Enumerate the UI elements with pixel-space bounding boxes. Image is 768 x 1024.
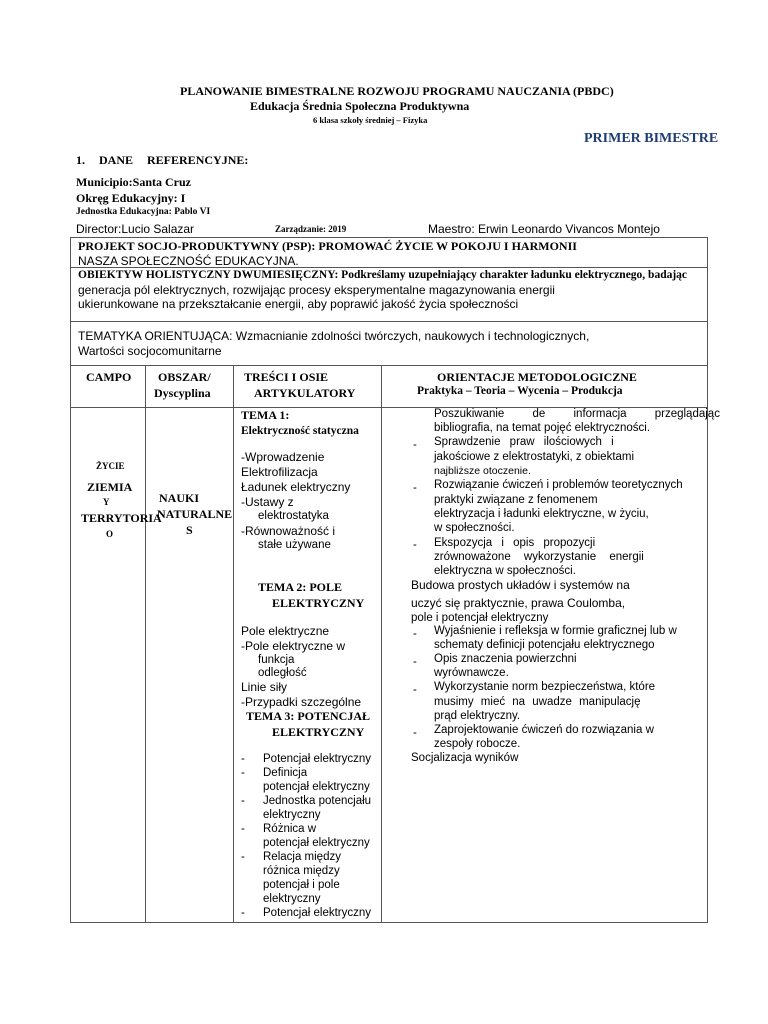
orient-item: elektryzacja i ładunki elektryczne, w życiu, bbox=[434, 508, 649, 520]
municipio-line: Municipio:Santa Cruz bbox=[76, 175, 192, 189]
bullet-dash: - bbox=[413, 684, 417, 696]
tema3-item: potencjał i pole bbox=[263, 879, 340, 891]
tema3-title-2: ELEKTRYCZNY bbox=[272, 725, 365, 739]
tema2-item: -Przypadki szczególne bbox=[241, 695, 362, 709]
psp-title: PROJEKT SOCJO-PRODUKTYWNY (PSP): PROMOWAĆ ŻYCIE W POKOJU I HARMONII bbox=[78, 239, 577, 253]
orient-item: Budowa prostych układów i systemów na bbox=[411, 578, 630, 592]
document-title: PLANOWANIE BIMESTRALNE ROZWOJU PROGRAMU NAUCZANIA (PBDC) bbox=[180, 84, 614, 98]
tema2-item: funkcja bbox=[258, 654, 295, 666]
tema1-item: -Wprowadzenie bbox=[241, 450, 325, 464]
obszar-label-2: Dyscyplina bbox=[154, 386, 211, 400]
bullet-dash: - bbox=[413, 628, 417, 640]
section-word-2: REFERENCYJNE: bbox=[147, 153, 249, 167]
campo-cell bbox=[71, 408, 162, 923]
director-line: Director:Lucio Salazar bbox=[76, 222, 195, 236]
obszar-cell bbox=[146, 408, 234, 923]
orient-item: uczyć się praktycznie, prawa Coulomba, bbox=[411, 596, 626, 610]
orient-label-1: ORIENTACJE METODOLOGICZNE bbox=[437, 370, 637, 384]
tematyka-cell bbox=[71, 322, 708, 366]
tema1-item: Elektrofilizacja bbox=[241, 465, 318, 479]
orient-item: Zaprojektowanie ćwiczeń do rozwiązania w bbox=[434, 724, 654, 736]
orient-cell bbox=[382, 408, 720, 923]
obszar-naturalne: NATURALNE bbox=[157, 507, 233, 521]
tema3-item: Jednostka potencjału bbox=[263, 795, 372, 807]
orient-item: Poszukiwanie de informacja przeglądając bbox=[434, 408, 720, 420]
tematyka-line-1: TEMATYKA ORIENTUJĄCA: Wzmacnianie zdolności twórczych, naukowych i technologicznych, bbox=[78, 329, 590, 343]
orient-label-2: Praktyka – Teoria – Wycenia – Produkcja bbox=[417, 385, 623, 397]
section-heading bbox=[76, 153, 262, 168]
bullet-dash: - bbox=[241, 795, 245, 807]
bullet-dash: - bbox=[413, 727, 417, 739]
orient-item: zrównoważone wykorzystanie energii bbox=[434, 551, 644, 563]
tema2-item: Linie siły bbox=[241, 680, 288, 694]
tema3-item: elektryczny bbox=[263, 893, 321, 905]
tema2-item: odległość bbox=[258, 667, 307, 679]
obszar-nauki: NAUKI bbox=[159, 491, 200, 505]
orient-item: Ekspozycja i opis propozycji bbox=[434, 537, 596, 549]
orient-item: w społeczności. bbox=[434, 522, 515, 534]
orient-item: praktyki związane z fenomenem bbox=[434, 494, 598, 506]
tema3-item: elektryczny bbox=[263, 809, 321, 821]
tema1-item: Ładunek elektryczny bbox=[241, 480, 351, 494]
bullet-dash: - bbox=[241, 753, 245, 765]
campo-label: CAMPO bbox=[86, 370, 132, 384]
orient-item: Rozwiązanie ćwiczeń i problemów teoretycznych bbox=[434, 479, 683, 491]
orient-item: prąd elektryczny. bbox=[434, 710, 521, 722]
jednostka-line: Jednostka Edukacyjna: Pablo VI bbox=[76, 207, 211, 217]
okreg-line: Okręg Edukacyjny: I bbox=[76, 191, 186, 205]
header-obszar bbox=[146, 366, 234, 408]
planning-table bbox=[70, 237, 720, 923]
bullet-dash: - bbox=[241, 851, 245, 863]
campo-y: Y bbox=[103, 497, 110, 507]
tema2-title-1: TEMA 2: POLE bbox=[258, 580, 343, 594]
orient-item: Wykorzystanie norm bezpieczeństwa, które bbox=[434, 681, 656, 693]
tema3-item: Różnica w bbox=[263, 823, 317, 835]
orient-item: wyrównawcze. bbox=[434, 667, 509, 679]
tema2-item: -Pole elektryczne w bbox=[241, 639, 346, 653]
section-word-1: DANE bbox=[99, 153, 134, 167]
tema3-item: Potencjał elektryczny bbox=[263, 907, 372, 919]
tematyka-line-2: Wartości socjocomunitarne bbox=[78, 344, 222, 358]
maestro-line: Maestro: Erwin Leonardo Vivancos Montejo bbox=[428, 222, 660, 236]
tema3-title-1: TEMA 3: POTENCJAŁ bbox=[246, 709, 371, 723]
bullet-dash: - bbox=[241, 767, 245, 779]
tema1-subtitle: Elektryczność statyczna bbox=[241, 425, 359, 437]
orient-item: bibliografia, na temat pojęć elektryczności. bbox=[434, 422, 651, 434]
bullet-dash: - bbox=[413, 656, 417, 668]
campo-o: O bbox=[106, 529, 114, 539]
zarzadzanie-line: Zarządzanie: 2019 bbox=[275, 224, 347, 234]
campo-terrytoria: TERRYTORIA bbox=[81, 511, 162, 525]
campo-ziemia: ZIEMIA bbox=[87, 480, 133, 494]
header-tresci bbox=[234, 366, 382, 408]
psp-cell bbox=[71, 238, 708, 268]
objective-cell bbox=[71, 268, 708, 322]
objective-line-1: OBIEKTYW HOLISTYCZNY DWUMIESIĘCZNY: Podkreślamy uzupełniający charakter ładunku elektrycznego, badając bbox=[78, 269, 688, 281]
bullet-dash: - bbox=[413, 439, 417, 451]
orient-item: schematy definicji potencjału elektrycznego bbox=[434, 639, 655, 651]
tresci-cell bbox=[234, 408, 382, 923]
orient-item: elektryczna w społeczności. bbox=[434, 565, 576, 577]
orient-item: Socjalizacja wyników bbox=[411, 752, 519, 764]
grade-line: 6 klasa szkoły średniej – Fizyka bbox=[313, 115, 428, 125]
orient-item: jakościowe z elektrostatyki, z obiektami bbox=[434, 451, 635, 463]
bullet-dash: - bbox=[413, 482, 417, 494]
orient-item: Opis znaczenia powierzchni bbox=[434, 653, 577, 665]
document-subtitle: Edukacja Średnia Społeczna Produktywna bbox=[250, 99, 470, 113]
tema3-item: Definicja bbox=[263, 767, 308, 779]
tema1-title: TEMA 1: bbox=[241, 408, 290, 422]
objective-line-3: ukierunkowane na przekształcanie energii, aby poprawić jakość życia społeczności bbox=[78, 297, 519, 311]
objective-line-2: generacja pól elektrycznych, rozwijając procesy eksperymentalne magazynowania energii bbox=[78, 283, 555, 297]
obszar-label-1: OBSZAR/ bbox=[158, 370, 211, 384]
tresci-label-2: ARTYKULATORY bbox=[254, 386, 356, 400]
obszar-s: S bbox=[186, 523, 193, 537]
tema3-item: Relacja między bbox=[263, 851, 341, 863]
orient-item: najbliższe otoczenie. bbox=[434, 465, 531, 477]
tema3-item: różnica między bbox=[263, 865, 340, 877]
header-campo bbox=[71, 366, 146, 408]
header-orient bbox=[382, 366, 708, 408]
tresci-label-1: TREŚCI I OSIE bbox=[244, 370, 329, 384]
orient-item: pole i potencjał elektryczny bbox=[411, 612, 549, 624]
tema1-item: elektrostatyka bbox=[258, 510, 329, 522]
orient-item: Sprawdzenie praw ilościowych i bbox=[434, 436, 614, 448]
bullet-dash: - bbox=[413, 539, 417, 551]
orient-item: musimy mieć na uwadze manipulację bbox=[434, 696, 641, 708]
tema3-item: potencjał elektryczny bbox=[263, 781, 370, 793]
tema2-item: Pole elektryczne bbox=[241, 624, 330, 638]
tema2-title-2: ELEKTRYCZNY bbox=[272, 596, 365, 610]
tema3-item: potencjał elektryczny bbox=[263, 837, 370, 849]
orient-item: zespoły robocze. bbox=[434, 738, 521, 750]
orient-item: Wyjaśnienie i refleksja w formie graficznej lub w bbox=[434, 625, 677, 637]
tema1-item: -Równoważność i bbox=[241, 524, 336, 538]
bullet-dash: - bbox=[241, 907, 245, 919]
tema1-item: -Ustawy z bbox=[241, 495, 294, 509]
bullet-dash: - bbox=[241, 823, 245, 835]
section-number: 1. bbox=[76, 153, 85, 167]
tema3-item: Potencjał elektryczny bbox=[263, 753, 372, 765]
tema1-item: stałe używane bbox=[258, 539, 331, 551]
period-label: PRIMER BIMESTRE bbox=[584, 131, 719, 146]
psp-subtitle: NASZA SPOŁECZNOŚĆ EDUKACYJNA. bbox=[78, 254, 299, 268]
campo-zycie: ŻYCIE bbox=[96, 461, 125, 471]
